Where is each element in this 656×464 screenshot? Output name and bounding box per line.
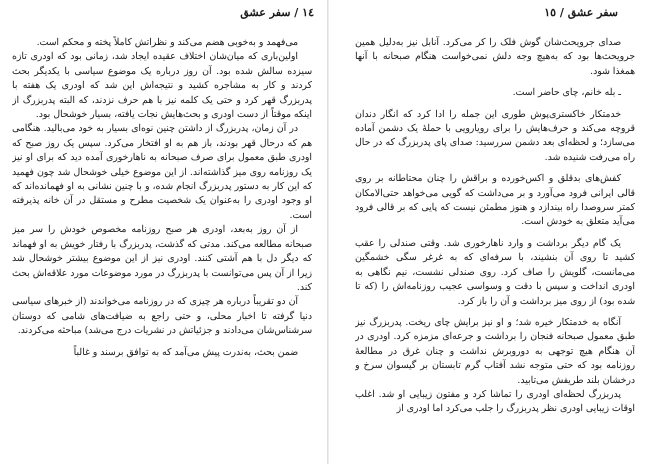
paragraph: آنگاه به خدمتکار خیره شد؛ و او نیز برایش چای ریخت. پدربزرگ نیز طبق معمول صبحانه فنجان را برداشت و جرعه‌ای مزمزه کرد. اودری در آن هنگام هیچ توجهی به دوروبرش نداشت و چنان غرق در مطالعهٔ روزنامه بود که حتی متوجه نشد آفتاب گرم تابستان بر گیسوان سرخ و درخشان بلند طریفش می‌تابید. <box>355 316 635 386</box>
paragraph: یک گام دیگر برداشت و وارد ناهارخوری شد. وقتی صندلی را عقب کشید تا روی آن بنشیند، با سرفه‌ای که به غرغر سگی خشمگین می‌مانست، گلویش را صاف کرد. روی صندلی نشست، نیم نگاهی به اودری انداخت و سپس با دقت و وسواسی عجیب روزنامه‌اش را (که تا شده بود) از روی میز برداشت و آن را باز کرد. <box>355 237 635 307</box>
paragraph: ـ بله خانم، چای حاضر است. <box>512 87 621 99</box>
right-page-body <box>355 36 635 462</box>
paragraph: کفش‌های بدقلق و اکس‌خورده و براقش را چنان محتاطانه بر روی قالی ایرانی فرود می‌آورد و بر می‌داشت که گویی می‌خواهد حتی‌الامکان کمتر سروصدا راه بیندازد و هنوز مطمئن نیست که پایی که بر قالی فرود می‌آید متعلق به خودش است. <box>355 173 635 228</box>
paragraph: می‌فهمد و به‌خوبی هضم می‌کند و نظراتش کاملاً پخته و محکم است. <box>36 37 298 48</box>
right-page <box>328 0 656 464</box>
paragraph: در آن زمان، پدربزرگ از داشتن چنین نوه‌ای بسیار به خود می‌بالید. هنگامی هم که درحال قهر بودند، باز هم به او افتخار می‌کرد. سپس یک روز صبح که اودری طبق معمول برای صرف صبحانه به ناهارخوری آمده دید که برای او نیز یک روزنامه روی میز گذاشته‌اند. از این موضوع خیلی خوشحال شد چون فهمید که این کار به دستور پدربزرگ انجام شده، و با چنین نشانی به او فهمانده‌اند که او وجود اودری را به‌عنوان یک شخصیت مطرح و مستقل در آن خانه پذیرفته است. <box>12 123 312 221</box>
paragraph: خدمتکار خاکستری‌پوش طوری این جمله را ادا کرد که انگار دندان قروچه می‌کند و حرف‌هایش را برای رویارویی با حملهٔ یک دشمن آماده می‌سازد؛ و لحظه‌ای بعد دشمن سررسید: صدای پای پدربزرگ که در حال راه می‌رفت شنیده شد. <box>355 108 635 163</box>
left-page-body <box>12 36 312 462</box>
right-page-header: سفر عشق / ١٥ <box>544 6 618 19</box>
paragraph: ضمن بحث، به‌ندرت پیش می‌آمد که به توافق برسند و غالباً <box>73 346 298 358</box>
paragraph: پدربزرگ لحظه‌ای اودری را تماشا کرد و مفتون زیبایی او شد. اغلب اوقات زیبایی اودری نظر پدربزرگ را جلب می‌کرد اما اودری از <box>355 388 635 415</box>
left-page-header: ١٤ / سفر عشق <box>240 6 314 19</box>
paragraph: آن دو تقریباً درباره هر چیزی که در روزنامه می‌خواندند (از خبرهای سیاسی دنیا گرفته تا اخبار محلی، و حتی راجع به ضیافت‌های شامی که دوستان سرشناس‌شان می‌دادند و جزئیاتش در نشریات درج می‌شد) مباحثه می‌کردند. <box>12 296 312 337</box>
paragraph: اولین‌باری که میان‌شان اختلاف عقیده ایجاد شد، زمانی بود که اودری تازه سیزده سالش شده بود. آن روز درباره یک موضوع سیاسی با یکدیگر بحث کردند و کار به مشاجره کشید و نتیجه‌اش این شد که اودری یک هفته با پدربزرگ قهر کرد و حتی یک کلمه نیز با هم حرف نزدند، که البته پدربزرگ از اینکه موقتاً از دست اودری و بحث‌هایش نجات یافته، بسیار خوشحال بود. <box>12 51 312 121</box>
paragraph: صدای جرویحث‌شان گوش فلک را کر می‌کرد. آنابل نیز به‌دلیل همین جرویحث‌ها بود که به‌هیچ وجه دلش نمی‌خواست هنگام صبحانه با آنها همغذا شود. <box>355 37 635 77</box>
paragraph: از آن روز به‌بعد، اودری هر صبح روزنامه مخصوص خودش را سر میز صبحانه مطالعه می‌کند. مدتی که گذشت، پدربزرگ با رفتار خویش به او فهماند که دیگر دل با هم آشتی کنند. اودری نیز از این موضوع بیشتر خوشحال شد زیرا از آن پس می‌توانست با پدربزرگ در مورد موضوعات مورد علاقه‌اش بحث کند. <box>12 224 312 293</box>
